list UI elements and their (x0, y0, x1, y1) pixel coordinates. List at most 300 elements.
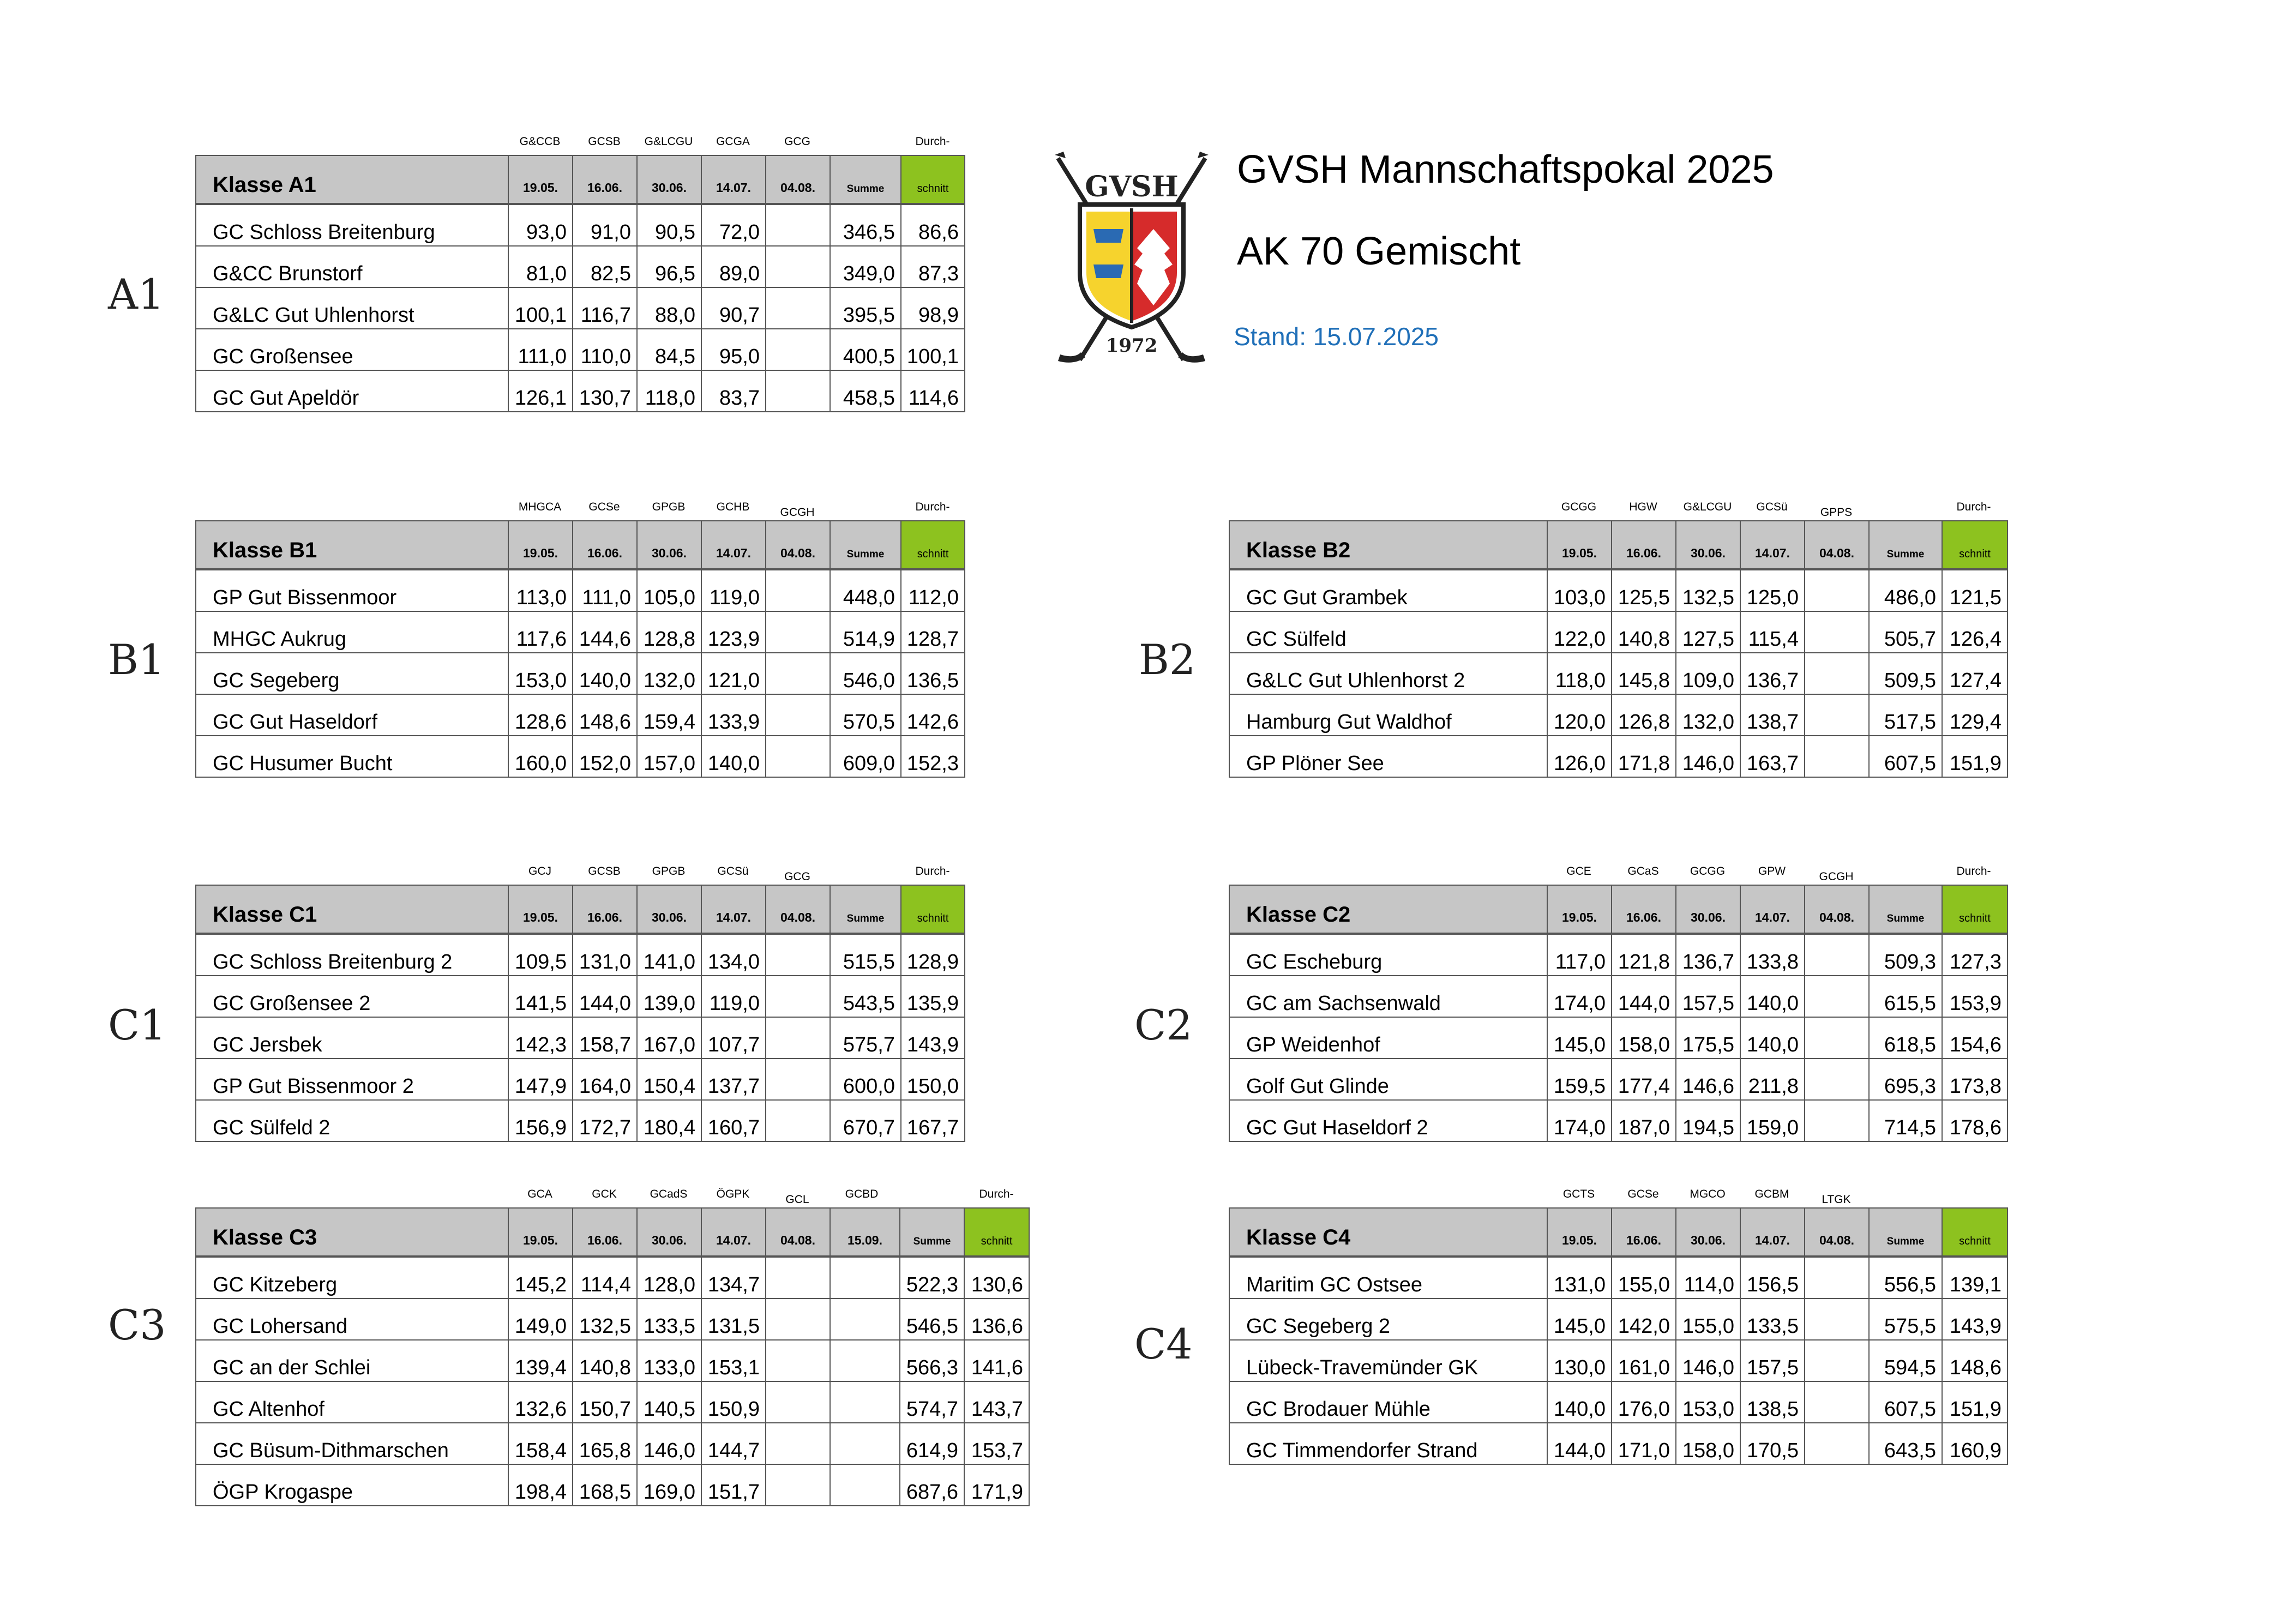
score-cell (766, 1423, 830, 1464)
summe-cell: 687,6 (900, 1464, 964, 1506)
club-name: GC Gut Haseldorf 2 (1229, 1100, 1547, 1141)
table-header-row (1229, 521, 2008, 569)
durch-label: Durch- (1956, 501, 1991, 513)
schnitt-cell: 121,5 (1942, 569, 2008, 611)
score-cell: 133,5 (637, 1299, 701, 1340)
schnitt-cell: 86,6 (901, 204, 965, 246)
club-name: GC Sülfeld (1229, 611, 1547, 653)
date-header: 19.05. (508, 521, 573, 569)
summe-cell: 556,5 (1869, 1257, 1942, 1299)
schnitt-cell: 173,8 (1942, 1059, 2008, 1100)
date-header: 14.07. (701, 521, 766, 569)
schnitt-cell: 127,4 (1942, 653, 2008, 694)
host-label: GCBD (845, 1188, 879, 1200)
table-row (196, 287, 965, 329)
table-header-row (1229, 1208, 2008, 1257)
table-header-row (196, 155, 965, 204)
score-cell: 88,0 (637, 287, 701, 329)
score-cell: 160,7 (701, 1100, 766, 1141)
host-row (1229, 862, 2007, 885)
score-cell: 152,0 (573, 736, 637, 777)
score-cell: 81,0 (508, 246, 573, 287)
score-cell: 126,0 (1547, 736, 1612, 777)
score-cell: 140,8 (573, 1340, 637, 1381)
score-cell: 139,4 (508, 1340, 573, 1381)
summe-cell: 543,5 (830, 976, 901, 1017)
score-cell: 146,0 (637, 1423, 701, 1464)
table-row (1229, 1017, 2008, 1059)
score-cell (766, 329, 830, 370)
score-cell: 138,5 (1740, 1381, 1805, 1423)
score-cell: 137,7 (701, 1059, 766, 1100)
group-label-c2: C2 (1134, 1001, 1193, 1049)
host-label: GPGB (652, 865, 686, 877)
klasse-c4-table (1229, 1207, 2008, 1465)
summe-cell: 515,5 (830, 934, 901, 976)
score-cell (766, 653, 830, 694)
date-header: 14.07. (1740, 1208, 1805, 1257)
host-label: MGCO (1690, 1188, 1726, 1200)
gvsh-logo (1042, 147, 1222, 376)
date-header: 30.06. (637, 885, 701, 934)
club-name: GC an der Schlei (196, 1340, 508, 1381)
score-cell: 121,0 (701, 653, 766, 694)
table-row (1229, 976, 2008, 1017)
table-row (1229, 611, 2008, 653)
score-cell: 119,0 (701, 569, 766, 611)
host-label: GCGH (780, 506, 815, 519)
score-cell: 96,5 (637, 246, 701, 287)
schnitt-cell: 126,4 (1942, 611, 2008, 653)
score-cell: 142,0 (1612, 1299, 1676, 1340)
score-cell: 110,0 (573, 329, 637, 370)
host-label: GCA (527, 1188, 552, 1200)
schnitt-cell: 154,6 (1942, 1017, 2008, 1059)
logo-text: GVSH (1085, 170, 1179, 203)
score-cell: 160,0 (508, 736, 573, 777)
schnitt-cell: 171,9 (964, 1464, 1029, 1506)
table-row (196, 329, 965, 370)
summe-cell: 546,5 (900, 1299, 964, 1340)
table-row (196, 204, 965, 246)
club-name: GC Husumer Bucht (196, 736, 508, 777)
score-cell: 164,0 (573, 1059, 637, 1100)
score-cell: 140,5 (637, 1381, 701, 1423)
score-cell (766, 569, 830, 611)
score-cell: 136,7 (1676, 934, 1740, 976)
score-cell: 155,0 (1612, 1257, 1676, 1299)
klasse-c1-table (195, 885, 965, 1142)
score-cell (1805, 1059, 1869, 1100)
score-cell: 114,0 (1676, 1257, 1740, 1299)
score-cell: 176,0 (1612, 1381, 1676, 1423)
host-label: GCGH (1819, 870, 1854, 883)
club-name: G&LC Gut Uhlenhorst 2 (1229, 653, 1547, 694)
score-cell: 147,9 (508, 1059, 573, 1100)
score-cell: 156,9 (508, 1100, 573, 1141)
date-header: 14.07. (1740, 885, 1805, 934)
score-cell (766, 611, 830, 653)
score-cell (766, 1100, 830, 1141)
score-cell: 140,8 (1612, 611, 1676, 653)
klasse-c2-table (1229, 885, 2008, 1142)
schnitt-cell: 151,9 (1942, 736, 2008, 777)
score-cell: 167,0 (637, 1017, 701, 1059)
summe-cell: 600,0 (830, 1059, 901, 1100)
host-label: GCE (1566, 865, 1591, 877)
club-name: Maritim GC Ostsee (1229, 1257, 1547, 1299)
score-cell: 187,0 (1612, 1100, 1676, 1141)
host-row (195, 1185, 1030, 1207)
score-cell: 83,7 (701, 370, 766, 412)
score-cell: 131,5 (701, 1299, 766, 1340)
club-name: GC Gut Haseldorf (196, 694, 508, 736)
score-cell: 141,5 (508, 976, 573, 1017)
table-row (1229, 1100, 2008, 1141)
club-name: GC Segeberg 2 (1229, 1299, 1547, 1340)
gvsh-crest-icon (1042, 147, 1222, 376)
score-cell: 95,0 (701, 329, 766, 370)
schnitt-header: schnitt (964, 1208, 1029, 1257)
score-cell: 140,0 (701, 736, 766, 777)
score-cell: 109,5 (508, 934, 573, 976)
score-cell: 109,0 (1676, 653, 1740, 694)
score-cell: 131,0 (573, 934, 637, 976)
date-header: 19.05. (508, 1208, 573, 1257)
score-cell (1805, 611, 1869, 653)
score-cell: 172,7 (573, 1100, 637, 1141)
klasse-title: Klasse B1 (196, 521, 508, 569)
date-header: 19.05. (1547, 1208, 1612, 1257)
summe-cell: 575,5 (1869, 1299, 1942, 1340)
date-header: 15.09. (830, 1208, 900, 1257)
group-label-c4: C4 (1134, 1320, 1193, 1368)
score-cell: 171,8 (1612, 736, 1676, 777)
date-header: 16.06. (1612, 885, 1676, 934)
schnitt-cell: 87,3 (901, 246, 965, 287)
score-cell: 117,0 (1547, 934, 1612, 976)
durch-label: Durch- (979, 1188, 1014, 1200)
club-name: G&LC Gut Uhlenhorst (196, 287, 508, 329)
host-label: LTGK (1822, 1193, 1851, 1206)
club-name: GP Gut Bissenmoor (196, 569, 508, 611)
logo-year: 1972 (1105, 335, 1158, 357)
summe-cell: 346,5 (830, 204, 901, 246)
club-name: GP Weidenhof (1229, 1017, 1547, 1059)
host-label: GCBM (1754, 1188, 1789, 1200)
score-cell: 82,5 (573, 246, 637, 287)
score-cell (766, 1381, 830, 1423)
schnitt-cell: 112,0 (901, 569, 965, 611)
host-row (1229, 497, 2007, 520)
score-cell: 113,0 (508, 569, 573, 611)
score-cell (1805, 1423, 1869, 1464)
score-cell: 144,0 (1612, 976, 1676, 1017)
host-label: GCJ (528, 865, 551, 877)
score-cell: 159,0 (1740, 1100, 1805, 1141)
summe-header: Summe (830, 521, 901, 569)
date-header: 30.06. (637, 1208, 701, 1257)
score-cell: 174,0 (1547, 1100, 1612, 1141)
score-cell: 146,6 (1676, 1059, 1740, 1100)
durch-label: Durch- (915, 865, 950, 877)
score-cell (830, 1423, 900, 1464)
host-label: GPPS (1820, 506, 1853, 519)
summe-cell: 509,3 (1869, 934, 1942, 976)
score-cell: 127,5 (1676, 611, 1740, 653)
score-cell (1805, 736, 1869, 777)
host-label: GCGA (716, 135, 750, 148)
summe-cell: 400,5 (830, 329, 901, 370)
score-cell: 171,0 (1612, 1423, 1676, 1464)
score-cell: 158,4 (508, 1423, 573, 1464)
host-row (1229, 1185, 2007, 1207)
table-row (1229, 934, 2008, 976)
date-header: 04.08. (766, 155, 830, 204)
table-row (196, 1381, 1029, 1423)
table-row (196, 934, 965, 976)
club-name: GC Schloss Breitenburg 2 (196, 934, 508, 976)
table-row (196, 1257, 1029, 1299)
score-cell (766, 1299, 830, 1340)
date-header: 30.06. (637, 521, 701, 569)
date-header: 14.07. (1740, 521, 1805, 569)
table-row (1229, 1299, 2008, 1340)
date-header: 16.06. (573, 521, 637, 569)
score-cell: 93,0 (508, 204, 573, 246)
host-row (195, 862, 964, 885)
score-cell (1805, 1299, 1869, 1340)
club-name: GC Großensee 2 (196, 976, 508, 1017)
date-header: 19.05. (1547, 521, 1612, 569)
score-cell: 161,0 (1612, 1340, 1676, 1381)
club-name: GC Gut Apeldör (196, 370, 508, 412)
schnitt-cell: 160,9 (1942, 1423, 2008, 1464)
date-header: 04.08. (1805, 885, 1869, 934)
host-label: GCSü (717, 865, 749, 877)
score-cell: 151,7 (701, 1464, 766, 1506)
score-cell: 163,7 (1740, 736, 1805, 777)
summe-cell: 594,5 (1869, 1340, 1942, 1381)
summe-cell: 448,0 (830, 569, 901, 611)
score-cell: 180,4 (637, 1100, 701, 1141)
table-row (196, 611, 965, 653)
score-cell (830, 1381, 900, 1423)
host-label: GCG (784, 135, 810, 148)
host-label: MHGCA (518, 501, 562, 513)
score-cell: 153,0 (1676, 1381, 1740, 1423)
score-cell: 177,4 (1612, 1059, 1676, 1100)
date-header: 14.07. (701, 1208, 766, 1257)
score-cell: 144,0 (573, 976, 637, 1017)
schnitt-cell: 143,9 (901, 1017, 965, 1059)
score-cell (766, 1257, 830, 1299)
schnitt-cell: 152,3 (901, 736, 965, 777)
score-cell: 159,4 (637, 694, 701, 736)
date-header: 19.05. (508, 155, 573, 204)
durch-label: Durch- (1956, 865, 1991, 877)
score-cell: 149,0 (508, 1299, 573, 1340)
date-header: 30.06. (637, 155, 701, 204)
score-cell (766, 1464, 830, 1506)
score-cell: 120,0 (1547, 694, 1612, 736)
summe-cell: 574,7 (900, 1381, 964, 1423)
score-cell: 132,0 (637, 653, 701, 694)
score-cell (766, 976, 830, 1017)
date-header: 14.07. (701, 885, 766, 934)
score-cell: 157,5 (1676, 976, 1740, 1017)
score-cell: 91,0 (573, 204, 637, 246)
score-cell: 170,5 (1740, 1423, 1805, 1464)
schnitt-cell: 142,6 (901, 694, 965, 736)
summe-header: Summe (900, 1208, 964, 1257)
table-header-row (196, 885, 965, 934)
score-cell: 146,0 (1676, 1340, 1740, 1381)
club-name: Hamburg Gut Waldhof (1229, 694, 1547, 736)
score-cell (1805, 1017, 1869, 1059)
score-cell: 130,7 (573, 370, 637, 412)
host-label: GCSB (588, 865, 621, 877)
schnitt-header: schnitt (901, 885, 965, 934)
summe-header: Summe (1869, 1208, 1942, 1257)
group-label-c1: C1 (108, 1001, 166, 1049)
score-cell: 211,8 (1740, 1059, 1805, 1100)
summe-cell: 505,7 (1869, 611, 1942, 653)
schnitt-header: schnitt (901, 155, 965, 204)
score-cell: 107,7 (701, 1017, 766, 1059)
summe-cell: 522,3 (900, 1257, 964, 1299)
score-cell: 157,0 (637, 736, 701, 777)
score-cell: 128,6 (508, 694, 573, 736)
table-row (196, 653, 965, 694)
score-cell: 100,1 (508, 287, 573, 329)
score-cell (766, 287, 830, 329)
score-cell: 198,4 (508, 1464, 573, 1506)
score-cell: 132,6 (508, 1381, 573, 1423)
score-cell: 174,0 (1547, 976, 1612, 1017)
score-cell: 84,5 (637, 329, 701, 370)
club-name: Golf Gut Glinde (1229, 1059, 1547, 1100)
score-cell: 131,0 (1547, 1257, 1612, 1299)
host-label: GCG (784, 870, 810, 883)
table-row (196, 1100, 965, 1141)
schnitt-cell: 98,9 (901, 287, 965, 329)
summe-cell: 714,5 (1869, 1100, 1942, 1141)
schnitt-cell: 148,6 (1942, 1340, 2008, 1381)
table-header-row (1229, 885, 2008, 934)
score-cell: 134,0 (701, 934, 766, 976)
schnitt-cell: 135,9 (901, 976, 965, 1017)
score-cell: 150,7 (573, 1381, 637, 1423)
host-label: GCSü (1756, 501, 1788, 513)
club-name: GC am Sachsenwald (1229, 976, 1547, 1017)
club-name: GC Gut Grambek (1229, 569, 1547, 611)
schnitt-cell: 167,7 (901, 1100, 965, 1141)
summe-cell: 609,0 (830, 736, 901, 777)
klasse-b1-table (195, 520, 965, 778)
score-cell: 140,0 (573, 653, 637, 694)
klasse-c2-block (1229, 862, 2008, 1142)
summe-header: Summe (1869, 885, 1942, 934)
host-label: HGW (1629, 501, 1657, 513)
score-cell (1805, 653, 1869, 694)
host-row (195, 497, 964, 520)
score-cell: 118,0 (637, 370, 701, 412)
summe-cell: 614,9 (900, 1423, 964, 1464)
score-cell: 157,5 (1740, 1340, 1805, 1381)
host-row (195, 132, 964, 155)
host-label: GCaS (1627, 865, 1659, 877)
score-cell (766, 246, 830, 287)
score-cell: 128,0 (637, 1257, 701, 1299)
score-cell: 116,7 (573, 287, 637, 329)
table-row (1229, 1423, 2008, 1464)
score-cell (766, 204, 830, 246)
table-row (196, 1340, 1029, 1381)
club-name: G&CC Brunstorf (196, 246, 508, 287)
score-cell (1805, 934, 1869, 976)
host-label: GCK (592, 1188, 617, 1200)
schnitt-cell: 128,7 (901, 611, 965, 653)
summe-cell: 695,3 (1869, 1059, 1942, 1100)
summe-cell: 618,5 (1869, 1017, 1942, 1059)
table-row (196, 370, 965, 412)
date-header: 16.06. (1612, 1208, 1676, 1257)
host-label: GCTS (1562, 1188, 1595, 1200)
score-cell: 145,0 (1547, 1017, 1612, 1059)
table-row (1229, 694, 2008, 736)
score-cell: 125,5 (1612, 569, 1676, 611)
date-header: 16.06. (573, 1208, 637, 1257)
score-cell: 158,7 (573, 1017, 637, 1059)
host-label: G&LCGU (1683, 501, 1732, 513)
score-cell: 141,0 (637, 934, 701, 976)
stand-date: Stand: 15.07.2025 (1234, 322, 1439, 351)
table-row (196, 976, 965, 1017)
score-cell: 133,5 (1740, 1299, 1805, 1340)
score-cell: 153,1 (701, 1340, 766, 1381)
score-cell: 90,7 (701, 287, 766, 329)
schnitt-cell: 178,6 (1942, 1100, 2008, 1141)
schnitt-cell: 136,6 (964, 1299, 1029, 1340)
summe-header: Summe (830, 885, 901, 934)
table-row (196, 694, 965, 736)
summe-cell: 566,3 (900, 1340, 964, 1381)
score-cell: 140,0 (1547, 1381, 1612, 1423)
score-cell (766, 1017, 830, 1059)
club-name: GC Lohersand (196, 1299, 508, 1340)
score-cell (1805, 1340, 1869, 1381)
summe-cell: 607,5 (1869, 736, 1942, 777)
score-cell (1805, 1381, 1869, 1423)
schnitt-cell: 136,5 (901, 653, 965, 694)
club-name: GC Schloss Breitenburg (196, 204, 508, 246)
table-row (1229, 569, 2008, 611)
score-cell (766, 694, 830, 736)
score-cell: 138,7 (1740, 694, 1805, 736)
score-cell: 145,0 (1547, 1299, 1612, 1340)
score-cell: 165,8 (573, 1423, 637, 1464)
klasse-c3-block (195, 1185, 1030, 1506)
club-name: GC Escheburg (1229, 934, 1547, 976)
score-cell: 158,0 (1676, 1423, 1740, 1464)
date-header: 30.06. (1676, 521, 1740, 569)
table-row (1229, 653, 2008, 694)
summe-cell: 546,0 (830, 653, 901, 694)
score-cell: 130,0 (1547, 1340, 1612, 1381)
club-name: MHGC Aukrug (196, 611, 508, 653)
summe-cell: 575,7 (830, 1017, 901, 1059)
